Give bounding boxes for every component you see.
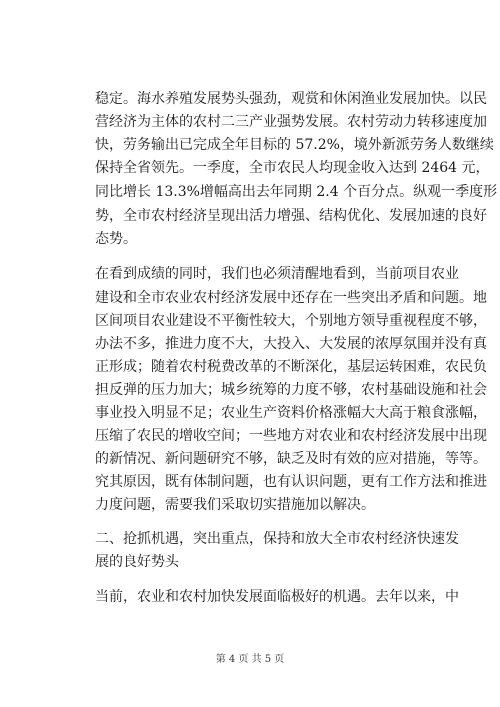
text-line: 稳定。海水养殖发展势头强劲，观赏和休闲渔业发展加快。以民 [95,91,487,107]
text-line: 事业投入明显不足；农业生产资料价格涨幅大大高于粮食涨幅， [95,405,487,421]
text-line: 力度问题，需要我们采取切实措施加以解决。 [95,497,375,513]
text-line: 建设和全市农业农村经济发展中还存在一些突出矛盾和问题。地 [95,290,487,306]
text-line: 保持全省领先。一季度，全市农民人均现金收入达到 2464 元， [95,160,490,176]
text-line: 同比增长 13.3%增幅高出去年同期 2.4 个百分点。纵观一季度形 [95,184,498,200]
text-line: 态势。 [95,231,137,247]
text-line: 正形成；随着农村税费改革的不断深化，基层运转困难，农民负 [95,359,487,375]
text-line: 究其原因，既有体制问题，也有认识问题，更有工作方法和推进 [95,474,487,490]
text-line: 快，劳务输出已完成全年目标的 57.2%，境外新派劳务人数继续 [95,137,494,153]
text-line: 的新情况、新问题研究不够，缺乏及时有效的应对措施，等等。 [95,451,487,467]
text-line: 区间项目农业建设不平衡性较大，个别地方领导重视程度不够， [95,313,487,329]
text-line: 压缩了农民的增收空间；一些地方对农业和农村经济发展中出现 [95,428,487,444]
page-footer: 第 4 页 共 5 页 [215,654,285,665]
text-line: 营经济为主体的农村二三产业强势发展。农村劳动力转移速度加 [95,114,487,130]
text-line: 在看到成绩的同时，我们也必须清醒地看到，当前项目农业 [95,266,459,282]
text-line: 办法不多，推进力度不大，大投入、大发展的浓厚氛围并没有真 [95,336,487,352]
section-heading-line: 二、抢抓机遇，突出重点，保持和放大全市农村经济快速发 [95,531,459,547]
text-line: 势，全市农村经济呈现出活力增强、结构优化、发展加速的良好 [95,208,487,224]
text-line: 当前，农业和农村加快发展面临极好的机遇。去年以来，中 [95,589,459,605]
text-line: 担反弹的压力加大；城乡统筹的力度不够，农村基础设施和社会 [95,382,487,398]
section-heading-line: 展的良好势头 [95,554,179,570]
